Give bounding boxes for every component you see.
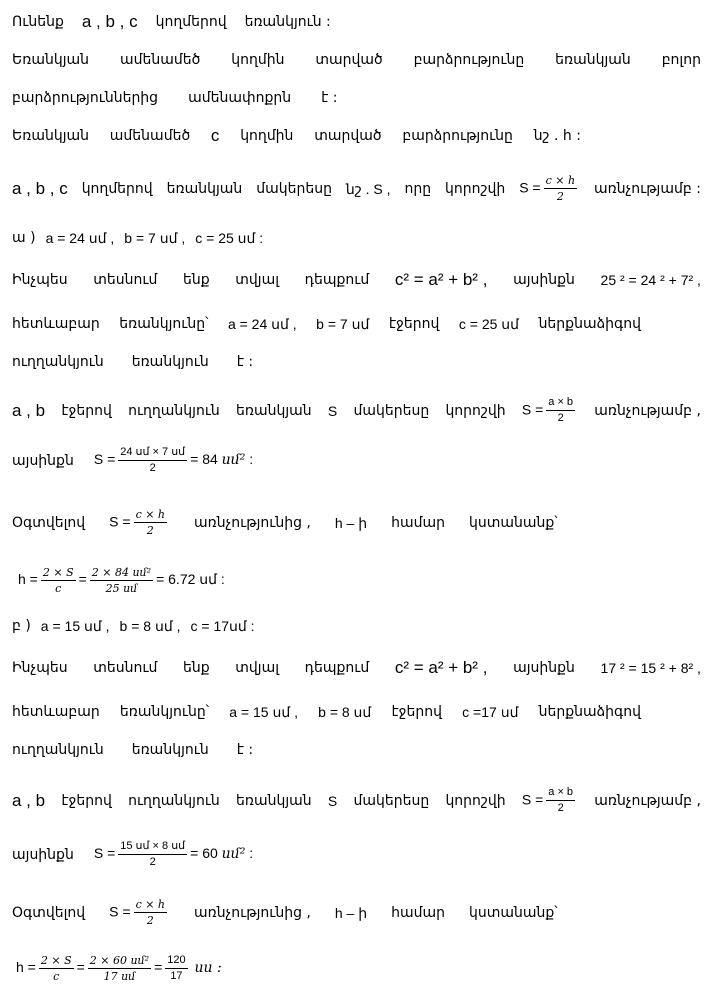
text: = 84 xyxy=(190,451,218,468)
numerator: 2 × S xyxy=(42,566,74,579)
case-label: բ ) xyxy=(12,618,31,634)
case-a-line-9 xyxy=(12,352,701,372)
intro-line-4 xyxy=(12,126,581,146)
area-formula xyxy=(522,396,578,425)
area-formula xyxy=(109,898,170,927)
case-b-line-20 xyxy=(12,898,701,927)
text: կորոշվի xyxy=(445,402,506,419)
denominator: 2 xyxy=(146,914,154,927)
denominator: c xyxy=(53,970,60,983)
text: S = xyxy=(93,845,116,862)
text: կորոշվի xyxy=(445,180,506,197)
numerator: c × h xyxy=(545,174,576,187)
unit: սմ² xyxy=(221,452,246,469)
fraction xyxy=(88,954,151,983)
area-formula xyxy=(519,174,580,203)
text: = xyxy=(78,571,87,588)
denominator: 2 xyxy=(149,856,156,868)
text: է : xyxy=(236,354,254,370)
intro-line-1 xyxy=(12,12,701,32)
numerator: 2 × S xyxy=(40,954,72,967)
text: նշ . h : xyxy=(533,128,581,144)
math-sides: a , b , c xyxy=(12,178,68,198)
text: հետևաբար xyxy=(12,316,100,332)
fraction xyxy=(118,446,187,475)
text: է : xyxy=(236,742,254,758)
text: նշ . S , xyxy=(345,180,391,197)
text: առնչությամբ : xyxy=(594,180,701,197)
denominator: 2 xyxy=(146,524,154,537)
text: ենք xyxy=(182,660,210,676)
text: մակերեսը xyxy=(256,180,332,197)
numerator: a × b xyxy=(546,396,575,411)
math: S xyxy=(327,402,338,419)
math: c =17 սմ xyxy=(462,704,519,720)
math: b = 7 սմ xyxy=(316,316,370,332)
text: եռանկյունը՝ xyxy=(119,704,210,720)
text: դեպքում xyxy=(304,272,370,288)
text: առնչությունից , xyxy=(194,904,311,921)
math: c = 25 սմ : xyxy=(195,230,264,246)
text: S = xyxy=(109,513,131,530)
fraction xyxy=(546,396,575,425)
text: կողմին xyxy=(240,128,294,144)
case-a-line-11 xyxy=(12,446,701,475)
math: a , b xyxy=(12,790,46,810)
text: h = xyxy=(18,571,38,588)
unit: սմ² xyxy=(221,846,246,863)
numerator: 2 × 84 սմ² xyxy=(91,566,152,579)
text: = xyxy=(154,959,163,976)
text: ուղղանկյուն xyxy=(12,742,104,758)
text: S = xyxy=(93,451,116,468)
fraction xyxy=(118,840,187,869)
text: ներքնաձիգով xyxy=(538,704,641,720)
case-b-line-15 xyxy=(12,658,701,678)
numerator: a × b xyxy=(546,786,575,801)
case-b-line-16 xyxy=(12,702,641,722)
math: a = 15 սմ , xyxy=(40,618,110,634)
numerator: 120 xyxy=(165,954,187,969)
fraction xyxy=(165,954,187,983)
area-formula xyxy=(522,786,578,815)
text: ուղղանկյուն xyxy=(12,354,104,370)
text: այսինքն xyxy=(513,272,575,288)
text: S = xyxy=(109,903,131,920)
area-formula xyxy=(109,508,170,537)
denominator: 2 xyxy=(557,412,564,424)
text: էջերով xyxy=(391,704,443,720)
text: կողմերով xyxy=(81,180,153,197)
case-b-heading xyxy=(12,616,701,636)
math: b = 8 սմ xyxy=(318,704,372,720)
case-a-line-12 xyxy=(12,508,701,537)
math: a = 24 սմ , xyxy=(45,230,115,246)
text: : xyxy=(249,451,254,468)
text: ամենամեծ xyxy=(119,52,201,68)
denominator: 2 xyxy=(557,802,564,814)
intro-line-5 xyxy=(12,174,701,203)
text: տեսնում xyxy=(93,660,158,676)
fraction xyxy=(544,174,577,203)
denominator: 2 xyxy=(556,190,564,203)
math: b = 8 սմ , xyxy=(119,618,181,634)
text: S = xyxy=(521,401,544,418)
numerator: c × h xyxy=(135,898,166,911)
text: տվյալ xyxy=(235,660,280,676)
text: կստանանք՝ xyxy=(468,514,558,531)
text: եռանկյան xyxy=(166,180,243,197)
text: Եռանկյան xyxy=(12,128,90,144)
text: բարձրությունը xyxy=(413,52,525,68)
math-c: c xyxy=(210,126,220,145)
math: a , b xyxy=(12,400,46,420)
case-a-height-calc xyxy=(18,566,701,595)
fraction xyxy=(134,898,167,927)
text: h – ի xyxy=(334,514,368,531)
math: 17 ² = 15 ² + 8² , xyxy=(600,660,701,676)
math: c = 25 սմ xyxy=(458,316,520,332)
text: h – ի xyxy=(334,904,368,921)
text: եռանկյան xyxy=(236,792,312,809)
text: բոլոր xyxy=(661,52,701,68)
text: համար xyxy=(391,514,445,531)
text: է : xyxy=(321,90,338,106)
fraction xyxy=(41,566,76,595)
text: եռանկյունը՝ xyxy=(119,316,209,332)
text: ենք xyxy=(182,272,210,288)
fraction xyxy=(546,786,575,815)
text: տարված xyxy=(314,128,382,144)
numerator: 2 × 60 սմ² xyxy=(89,954,150,967)
text: առնչությամբ , xyxy=(594,402,701,419)
text: Ինչպես xyxy=(12,660,68,676)
text: բարձրությունը xyxy=(402,128,513,144)
denominator: 17 xyxy=(170,970,183,982)
denominator: 17 սմ xyxy=(103,970,136,983)
math: S xyxy=(327,792,338,809)
text: ամենամեծ xyxy=(109,128,191,144)
text: համար xyxy=(391,904,445,921)
text: S = xyxy=(521,791,544,808)
denominator: 2 xyxy=(149,462,156,474)
text: հետևաբար xyxy=(12,704,100,720)
denominator: 25 սմ xyxy=(105,582,138,595)
text: այսինքն xyxy=(12,452,74,469)
text: առնչությամբ , xyxy=(594,792,701,809)
area-calc xyxy=(94,840,253,869)
fraction xyxy=(90,566,153,595)
text: եռանկյան xyxy=(236,402,312,419)
text: մակերեսը xyxy=(353,402,430,419)
text: եռանկյան xyxy=(555,52,631,68)
intro-line-3 xyxy=(12,88,701,108)
text: դեպքում xyxy=(304,660,370,676)
case-b-line-17 xyxy=(12,740,701,760)
text: ուղղանկյուն xyxy=(128,792,220,809)
fraction xyxy=(134,508,167,537)
text: ամենափոքրն xyxy=(188,90,292,106)
case-b-line-19 xyxy=(12,840,701,869)
area-calc xyxy=(94,446,253,475)
text: կորոշվի xyxy=(445,792,506,809)
case-b-line-18 xyxy=(12,786,701,815)
text: : xyxy=(249,845,254,862)
case-a-line-10 xyxy=(12,396,701,425)
text: Ինչպես xyxy=(12,272,68,288)
case-a-line-7 xyxy=(12,270,701,290)
numerator: 24 սմ × 7 սմ xyxy=(118,446,187,461)
math: a = 24 սմ , xyxy=(227,316,297,332)
text: էջերով xyxy=(388,316,440,332)
math-sides: a , b , c xyxy=(81,12,138,31)
text: այսինքն xyxy=(12,846,74,863)
unit: սս : xyxy=(194,960,222,977)
text: տեսնում xyxy=(93,272,158,288)
case-a-line-8 xyxy=(12,314,641,334)
text: եռանկյուն xyxy=(131,742,209,758)
denominator: c xyxy=(55,582,62,595)
text: մակերեսը xyxy=(353,792,430,809)
numerator: 15 սմ × 8 սմ xyxy=(118,840,187,855)
math: b = 7 սմ , xyxy=(124,230,186,246)
text: առնչությունից , xyxy=(194,514,311,531)
text: կողմերով xyxy=(155,14,227,30)
text: = 60 xyxy=(190,845,218,862)
intro-line-2 xyxy=(12,50,701,70)
text: ուղղանկյուն xyxy=(128,402,220,419)
text: այսինքն xyxy=(513,660,575,676)
text: S = xyxy=(519,179,541,196)
case-a-heading xyxy=(12,228,701,248)
numerator: c × h xyxy=(135,508,166,521)
fraction xyxy=(39,954,74,983)
text: էջերով xyxy=(61,402,112,419)
text: եռանկյուն : xyxy=(244,14,331,30)
text: էջերով xyxy=(61,792,112,809)
math: a = 15 սմ , xyxy=(229,704,298,720)
math: c = 17սմ : xyxy=(190,618,255,634)
text: բարձրություններից xyxy=(12,90,159,106)
text: տարված xyxy=(315,52,383,68)
case-label: ա ) xyxy=(12,230,36,246)
text: h = xyxy=(16,959,36,976)
math: 25 ² = 24 ² + 7² , xyxy=(600,272,701,288)
text: կստանանք՝ xyxy=(468,904,558,921)
text: որը xyxy=(404,180,432,197)
text: = xyxy=(76,959,85,976)
text: ներքնաձիգով xyxy=(538,316,641,332)
text: եռանկյուն xyxy=(131,354,209,370)
text: Ունենք xyxy=(12,14,64,30)
text: տվյալ xyxy=(235,272,280,288)
text: Օգտվելով xyxy=(12,904,86,921)
text: կողմին xyxy=(231,52,285,68)
text: Եռանկյան xyxy=(12,52,90,68)
text: = 6.72 սմ : xyxy=(156,571,225,588)
pythagoras: c² = a² + b² , xyxy=(394,658,488,677)
case-b-height-calc xyxy=(16,954,701,983)
pythagoras: c² = a² + b² , xyxy=(394,270,488,289)
text: Օգտվելով xyxy=(12,514,86,531)
